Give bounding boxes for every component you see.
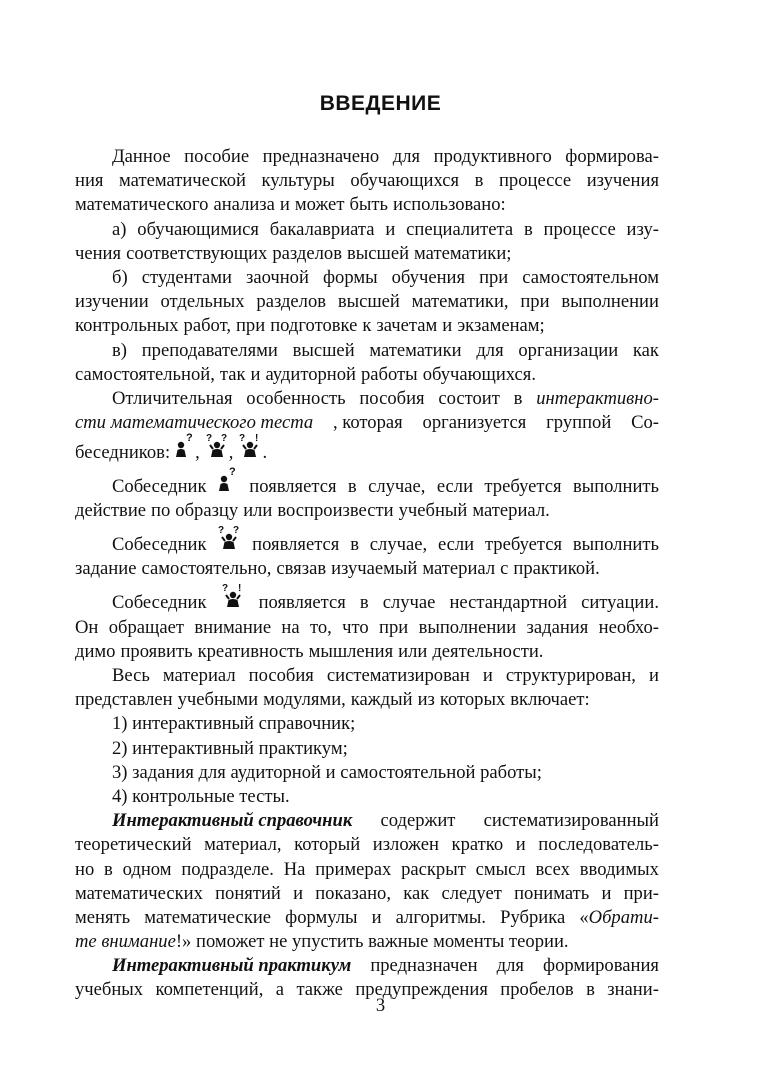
separator: , bbox=[195, 442, 200, 464]
text-line: Интерактивный практикум предназначен для формирования bbox=[75, 954, 659, 978]
text-line: самостоятельной, так и аудиторной работы обучающихся. bbox=[75, 363, 537, 385]
text-line: Он обращает внимание на то, что при выполнении задания необхо- bbox=[75, 616, 659, 638]
interlocutors-line bbox=[75, 432, 659, 465]
bold-term: Интерактивный практикум bbox=[112, 955, 352, 977]
text-line: димо проявить креативность мышления или деятельности. bbox=[75, 640, 544, 662]
svg-text:?: ? bbox=[220, 433, 227, 445]
list-item: 2) интерактивный практикум; bbox=[112, 737, 348, 759]
page-title: ВВЕДЕНИЕ bbox=[319, 92, 442, 115]
svg-text:?: ? bbox=[186, 432, 193, 445]
separator: , bbox=[228, 442, 234, 464]
text-line: действие по образцу или воспроизвести учебный материал. bbox=[75, 500, 550, 522]
text-line: чения соответствующих разделов высшей математики; bbox=[75, 242, 512, 264]
list-item-a: а) обучающимися бакалавриата и специалитета в процессе изу- bbox=[112, 218, 659, 240]
text-line: сти математического теста , которая организуется группой Со- bbox=[75, 411, 659, 435]
text-line: те внимание !» поможет не упустить важные моменты теории. bbox=[75, 930, 659, 954]
svg-text:?: ? bbox=[205, 433, 212, 445]
interlocutor-question-icon bbox=[218, 466, 238, 499]
interlocutor-word: Собеседник bbox=[112, 592, 207, 614]
text-line: Весь материал пособия систематизирован и структурирован, и bbox=[112, 665, 659, 686]
text-line: Собеседник ? появляется в случае, если требуется выполнить bbox=[75, 471, 659, 499]
list-item-b: б) студентами заочной формы обучения при самостоятельном bbox=[112, 266, 659, 288]
text-line: Данное пособие предназначено для продуктивного формирова- bbox=[112, 146, 659, 167]
text-line: математических понятий и показано, как следует понимать и при- bbox=[75, 882, 659, 904]
text-line: контрольных работ, при подготовке к зачетам и экзаменам; bbox=[75, 315, 545, 337]
interlocutor-double-question-icon bbox=[217, 524, 241, 557]
svg-text:?: ? bbox=[239, 433, 246, 445]
svg-text:?: ? bbox=[228, 466, 236, 479]
list-item: 1) интерактивный справочник; bbox=[112, 713, 356, 735]
svg-text:?: ? bbox=[221, 583, 228, 595]
text-line: изучении отдельных разделов высшей математики, при выполнении bbox=[75, 291, 659, 313]
interlocutor-exclamation-icon bbox=[221, 582, 245, 615]
svg-text:?: ? bbox=[218, 525, 225, 537]
list-item-c: в) преподавателями высшей математики для организации как bbox=[112, 339, 659, 361]
svg-text:!: ! bbox=[255, 433, 259, 445]
text-line: но в одном подразделе. На примерах раскрыт смысл всех вводимых bbox=[75, 858, 659, 880]
svg-text:!: ! bbox=[237, 583, 241, 595]
text-line: менять математические формулы и алгоритмы. Рубрика «Обрати- bbox=[75, 906, 659, 928]
main-text bbox=[75, 145, 659, 1003]
text-line: ния математической культуры обучающихся в процессе изучения bbox=[75, 170, 659, 192]
interlocutor-word: Собеседник bbox=[112, 534, 207, 556]
text-line: Отличительная особенность пособия состоит в интерактивно- bbox=[75, 387, 659, 411]
text-line: представлен учебными модулями, каждый из которых включает: bbox=[75, 689, 590, 711]
text-line: теоретический материал, который изложен кратко и последователь- bbox=[75, 834, 659, 856]
interlocutor-double-question-icon bbox=[205, 432, 229, 465]
page-number: 3 bbox=[375, 995, 386, 1016]
text-line: Собеседник ? ! появляется в случае нестандартной ситуации. bbox=[75, 588, 659, 616]
list-item: 4) контрольные тесты. bbox=[112, 785, 290, 807]
interlocutor-exclamation-icon bbox=[238, 432, 262, 465]
interlocutor-word: Собеседник bbox=[112, 476, 207, 498]
interlocutor-question-icon bbox=[175, 432, 195, 465]
italic-term: те внимание bbox=[75, 931, 176, 953]
text-line: Интерактивный справочник содержит систематизированный bbox=[75, 809, 659, 833]
bold-term: Интерактивный справочник bbox=[112, 810, 353, 832]
italic-term: Обрати- bbox=[588, 906, 659, 928]
list-item: 3) задания для аудиторной и самостоятельной работы; bbox=[112, 761, 542, 783]
svg-text:?: ? bbox=[233, 525, 240, 537]
italic-term: сти математического теста bbox=[75, 412, 314, 434]
italic-term: интерактивно- bbox=[536, 387, 659, 409]
period: . bbox=[262, 442, 268, 464]
text-line: задание самостоятельно, связав изучаемый материал с практикой. bbox=[75, 558, 600, 580]
text-line: математического анализа и может быть использовано: bbox=[75, 194, 506, 216]
text-line: Собеседник ? ? появляется в случае, если требуется выполнить bbox=[75, 529, 659, 557]
text-line: учебных компетенций, а также предупреждения пробелов в знани- bbox=[75, 979, 659, 1001]
interlocutors-label: беседников: bbox=[75, 442, 171, 464]
